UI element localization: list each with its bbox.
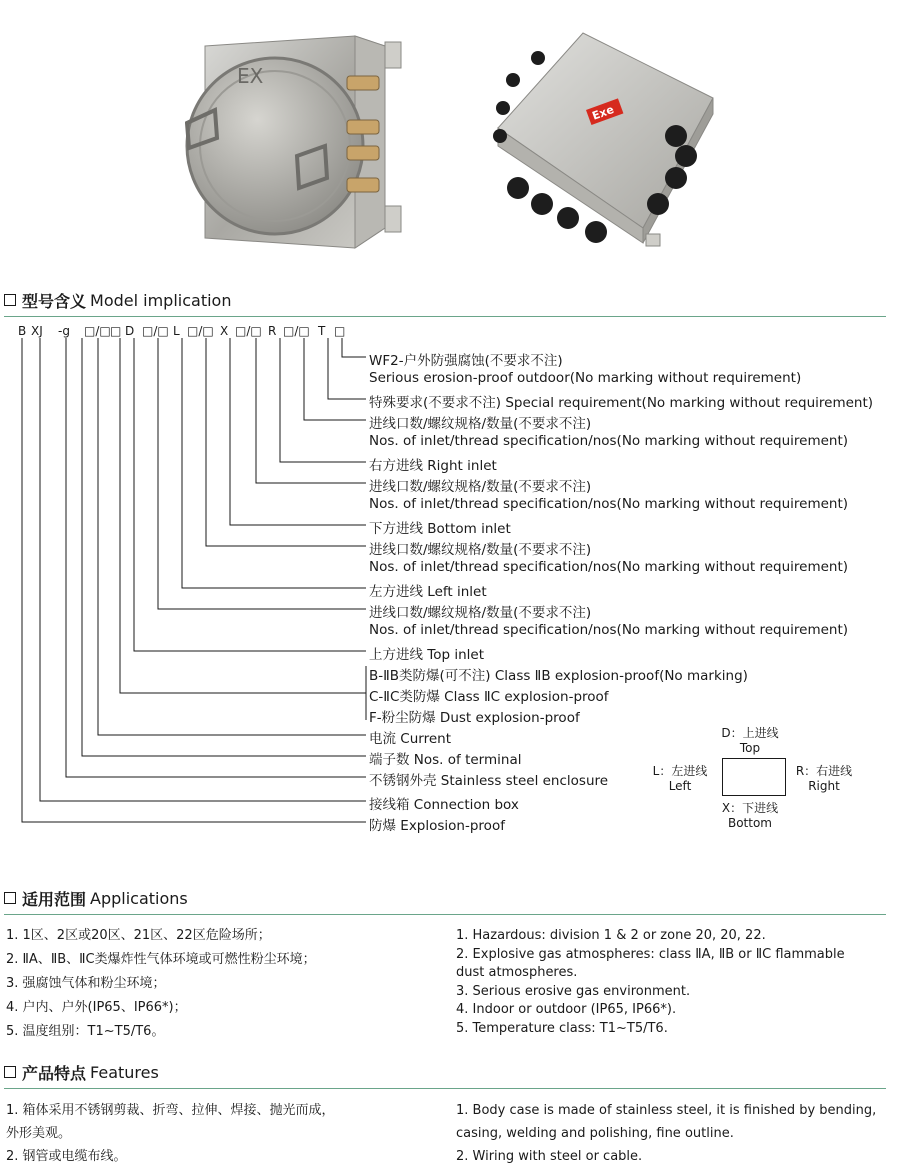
- list-item: dust atmospheres.: [456, 965, 578, 981]
- model-description-line: 进线口数/螺纹规格/数量(不要求不注): [369, 479, 592, 495]
- list-item: 4. 户内、户外(IP65、IP66*)；: [6, 1000, 187, 1015]
- tree-branch-line: [40, 338, 366, 801]
- model-description-line: 左方进线 Left inlet: [369, 584, 487, 600]
- applications-heading: [4, 886, 188, 910]
- list-item: 1. 1区、2区或20区、21区、22区危险场所；: [6, 928, 271, 943]
- model-code-part: L: [173, 324, 180, 338]
- tree-branch-line: [134, 338, 366, 651]
- tree-branch-line: [328, 338, 366, 399]
- model-description-line: Nos. of inlet/thread specification/nos(No marking without requirement): [369, 433, 849, 449]
- list-item: 1. 箱体采用不锈钢剪裁、折弯、拉伸、焊接、抛光而成，: [6, 1103, 335, 1118]
- model-description-line: 接线箱 Connection box: [369, 797, 519, 813]
- model-description-line: 进线口数/螺纹规格/数量(不要求不注): [369, 605, 592, 621]
- model-description-line: 进线口数/螺纹规格/数量(不要求不注): [369, 542, 592, 558]
- model-description-line: 端子数 Nos. of terminal: [369, 752, 522, 768]
- list-item: casing, welding and polishing, fine outline.: [456, 1126, 734, 1141]
- model-code-part: -g: [58, 324, 70, 338]
- model-code-part: D: [125, 324, 135, 338]
- model-code-part: T: [318, 324, 326, 338]
- model-code-part: □/□: [142, 324, 169, 338]
- model-code-part: □/□: [235, 324, 262, 338]
- list-item: 5. 温度组别：T1~T5/T6。: [6, 1024, 165, 1039]
- tree-branch-line: [22, 338, 366, 822]
- section-title-en: Model implication: [90, 290, 232, 310]
- model-code-part: □: [110, 324, 122, 338]
- section-title-en: Features: [90, 1062, 159, 1082]
- section-title-zh: 产品特点: [22, 1063, 87, 1083]
- exe-mark: Exe: [590, 102, 616, 123]
- tree-branch-line: [342, 338, 366, 357]
- ex-mark: EX: [237, 64, 264, 88]
- tree-branch-line: [304, 338, 366, 420]
- model-description-line: F-粉尘防爆 Dust explosion-proof: [369, 710, 580, 726]
- tree-branch-line: [120, 338, 366, 693]
- tree-branch-line: [66, 338, 366, 777]
- model-code-part: □/□: [84, 324, 111, 338]
- tree-branch-line: [158, 338, 366, 609]
- tree-branch-line: [182, 338, 366, 588]
- section-divider: [4, 914, 886, 915]
- diagram-bottom-label: X：下进线 Bottom: [721, 801, 779, 830]
- tree-branch-line: [98, 338, 366, 735]
- model-description-line: 特殊要求(不要求不注) Special requirement(No marking without requirement): [369, 395, 874, 411]
- section-title-zh: 型号含义: [22, 291, 87, 311]
- diagram-top-label: D：上进线 Top: [721, 726, 779, 755]
- diagram-box: [722, 758, 786, 796]
- section-divider: [4, 1088, 886, 1089]
- model-code-part: B: [18, 324, 27, 338]
- list-item: 1. Hazardous: division 1 & 2 or zone 20, 20, 22.: [456, 928, 766, 943]
- model-code-part: XJ: [31, 324, 43, 338]
- diagram-left-label: L：左进线 Left: [652, 764, 708, 793]
- model-description-line: WF2-户外防强腐蚀(不要求不注): [369, 353, 563, 369]
- model-description-line: C-ⅡC类防爆 Class ⅡC explosion-proof: [369, 689, 609, 705]
- model-description-line: 进线口数/螺纹规格/数量(不要求不注): [369, 416, 592, 432]
- section-title-en: Applications: [90, 888, 188, 908]
- tree-branch-line: [230, 338, 366, 525]
- model-description-line: 右方进线 Right inlet: [369, 458, 497, 474]
- model-code-part: □: [334, 324, 346, 338]
- model-description-line: 下方进线 Bottom inlet: [369, 521, 511, 537]
- model-code-part: R: [268, 324, 277, 338]
- list-item: 3. Serious erosive gas environment.: [456, 983, 691, 999]
- list-item: 4. Indoor or outdoor (IP65, IP66*).: [456, 1002, 677, 1018]
- list-item: 5. Temperature class: T1~T5/T6.: [456, 1021, 668, 1036]
- list-item: 2. 钢管或电缆布线。: [6, 1149, 127, 1164]
- list-item: 外形美观。: [6, 1126, 72, 1141]
- model-description-line: 不锈钢外壳 Stainless steel enclosure: [369, 773, 609, 789]
- model-description-line: 防爆 Explosion-proof: [369, 818, 505, 834]
- list-item: 2. Explosive gas atmospheres: class ⅡA, ⅡB or ⅡC flammable: [456, 946, 845, 962]
- model-description-line: 上方进线 Top inlet: [369, 647, 485, 663]
- model-description-line: B-ⅡB类防爆(可不注) Class ⅡB explosion-proof(No marking): [369, 668, 748, 684]
- model-description-line: 电流 Current: [369, 731, 451, 747]
- list-item: 3. 强腐蚀气体和粉尘环境；: [6, 976, 166, 991]
- list-item: 2. Wiring with steel or cable.: [456, 1149, 643, 1164]
- model-description-line: Nos. of inlet/thread specification/nos(No marking without requirement): [369, 496, 849, 512]
- model-description-line: Serious erosion-proof outdoor(No marking without requirement): [369, 370, 802, 386]
- model-description-line: Nos. of inlet/thread specification/nos(No marking without requirement): [369, 622, 849, 638]
- diagram-right-label: R：右进线 Right: [795, 764, 853, 793]
- list-item: 2. ⅡA、ⅡB、ⅡC类爆炸性气体环境或可燃性粉尘环境；: [6, 952, 316, 967]
- list-item: 1. Body case is made of stainless steel, it is finished by bending,: [456, 1103, 877, 1118]
- model-code-part: □/□: [187, 324, 214, 338]
- model-description-line: Nos. of inlet/thread specification/nos(No marking without requirement): [369, 559, 849, 575]
- section-title-zh: 适用范围: [22, 889, 87, 909]
- model-code-part: X: [220, 324, 229, 338]
- features-heading: [4, 1060, 159, 1084]
- checkbox-square-icon: [4, 1066, 16, 1078]
- tree-branch-line: [256, 338, 366, 483]
- model-code-part: □/□: [283, 324, 310, 338]
- checkbox-square-icon: [4, 892, 16, 904]
